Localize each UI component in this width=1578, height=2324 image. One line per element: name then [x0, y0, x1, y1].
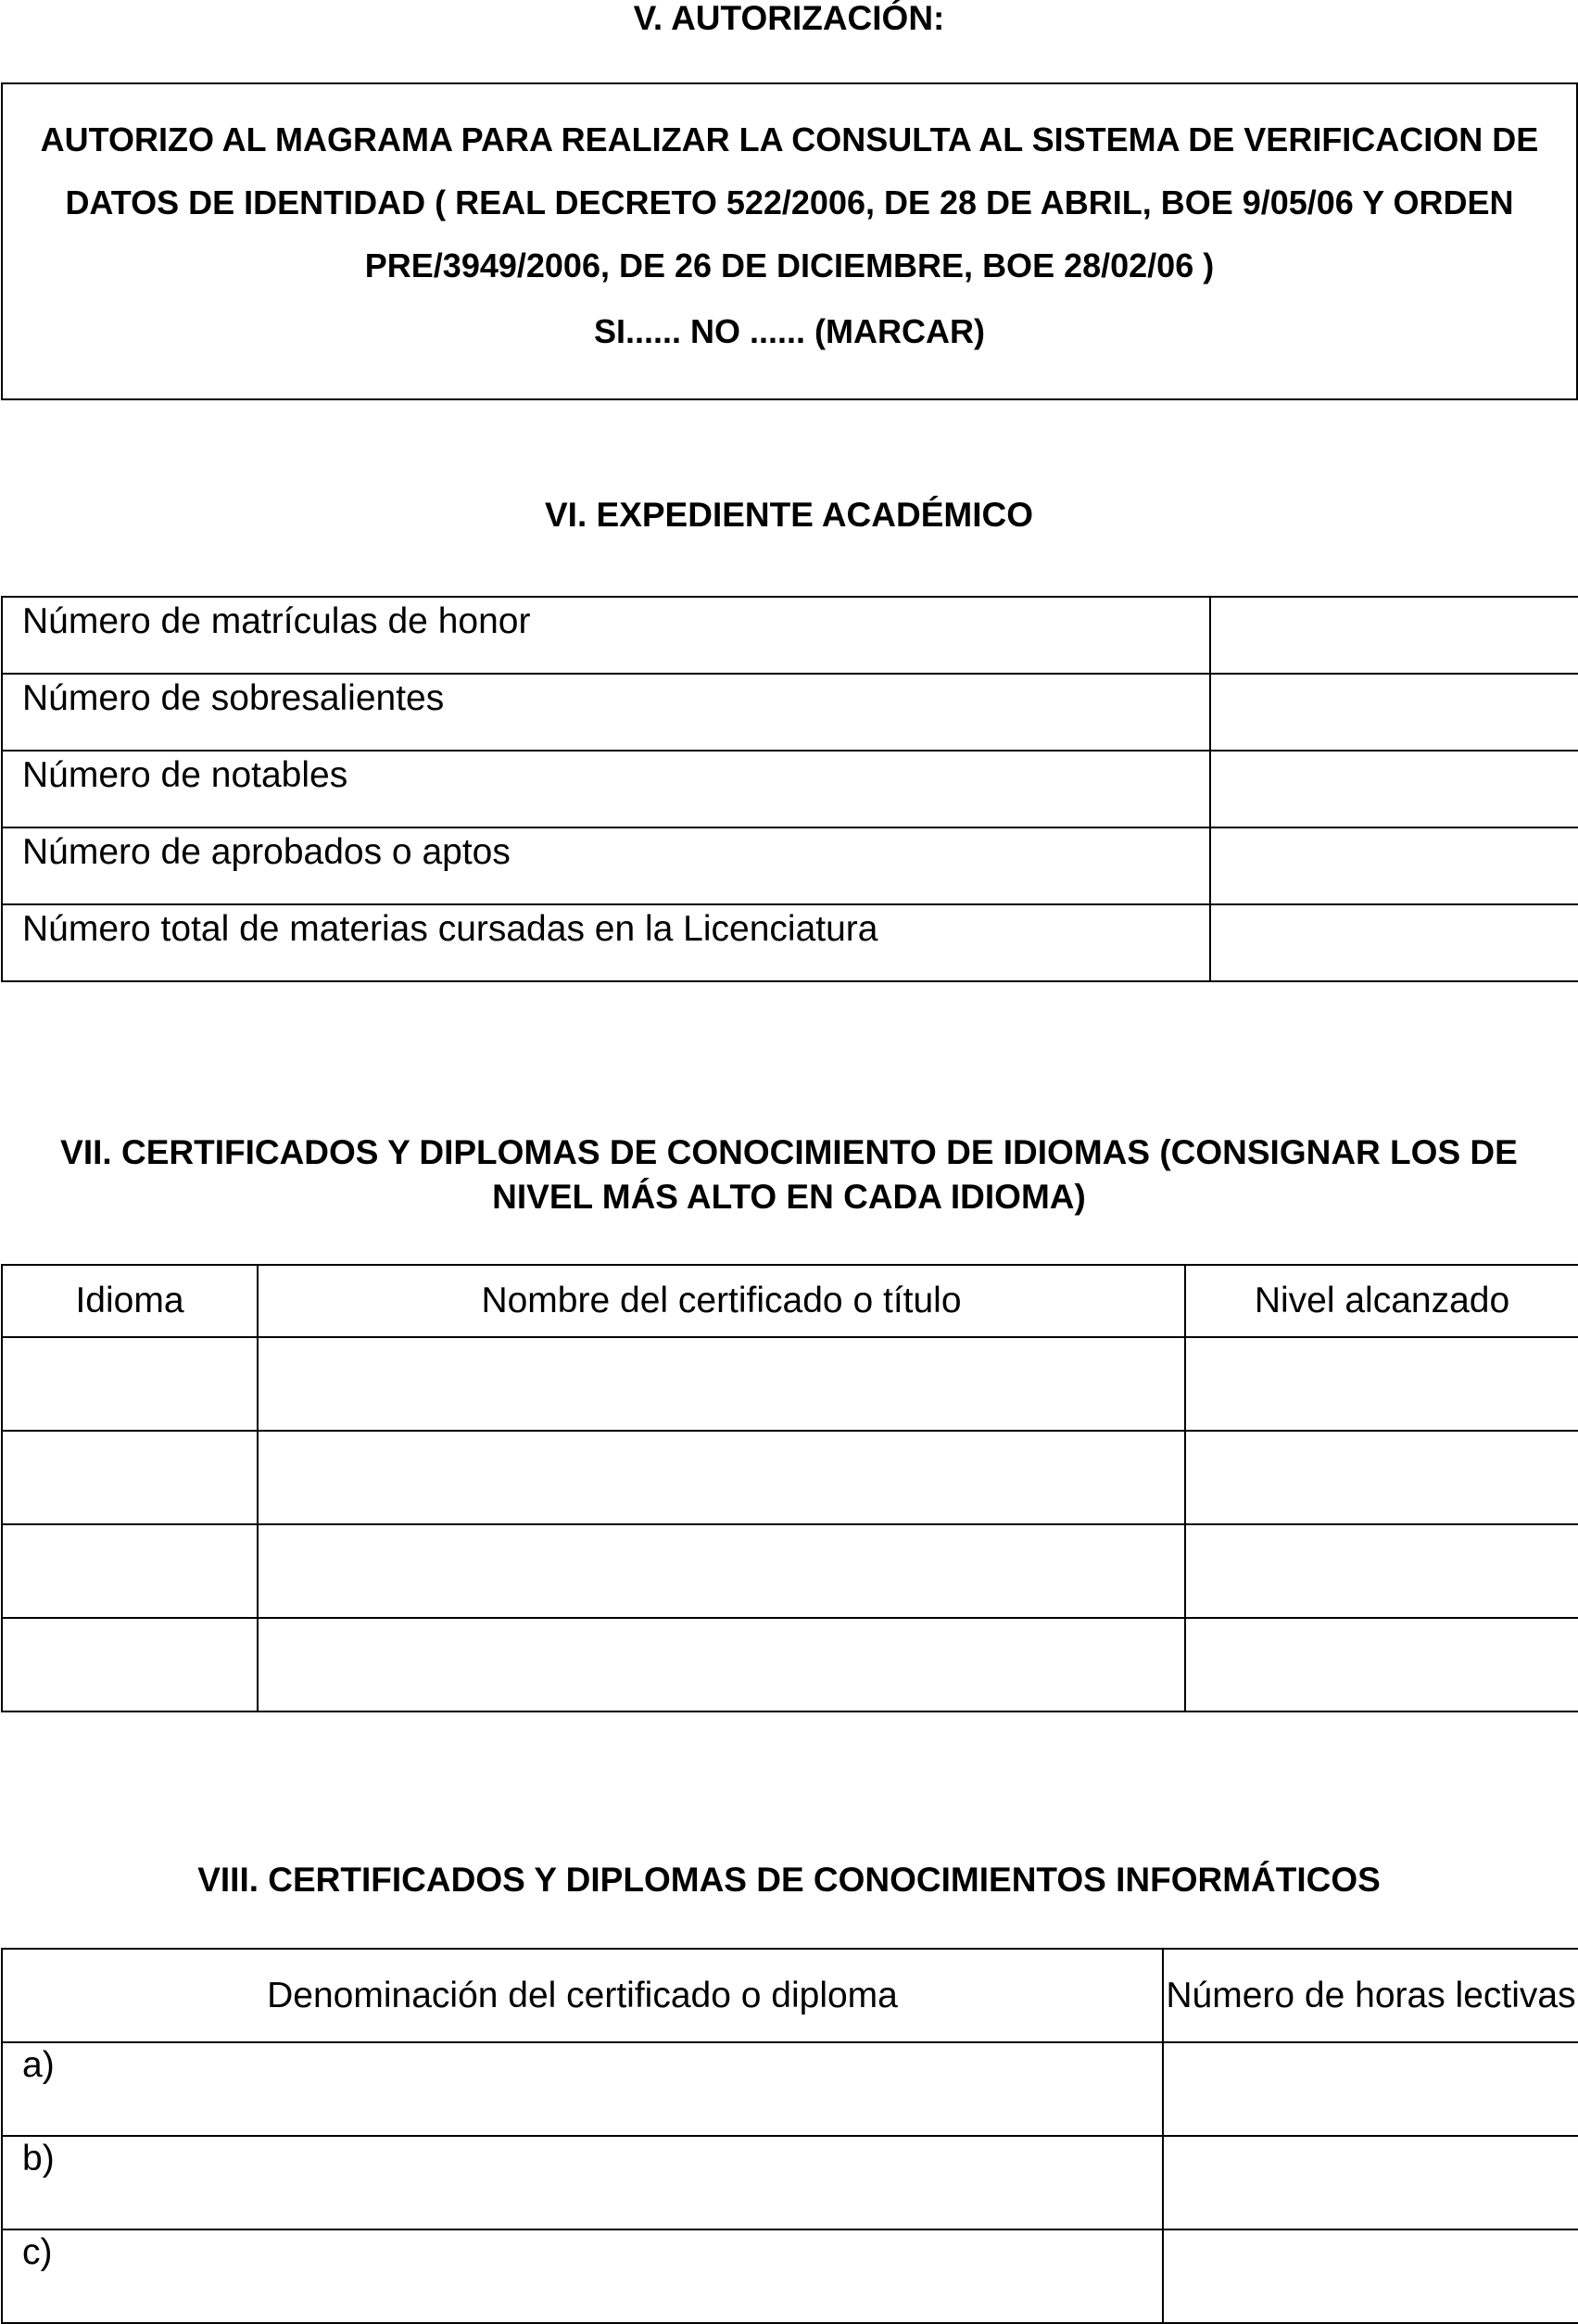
table-row — [2, 1524, 1578, 1618]
authorization-text: AUTORIZO AL MAGRAMA PARA REALIZAR LA CONSULTA AL SISTEMA DE VERIFICACION DE DATOS DE IDENTIDAD ( REAL DECRETO 522/2006, DE 28 DE ABRIL, BOE 9/05/06 Y ORDEN PRE/3949/2006, DE 26 DE DICIEMBRE, BOE 28/02/06 ) — [40, 120, 1539, 284]
academic-value-cell[interactable] — [1210, 674, 1578, 751]
table-header-row — [2, 1265, 1578, 1337]
it-certificate-cell[interactable]: b) — [2, 2136, 1163, 2229]
table-row — [2, 1618, 1578, 1711]
it-certificate-cell[interactable]: a) — [2, 2042, 1163, 2136]
table-row — [2, 597, 1578, 674]
academic-value-cell[interactable] — [1210, 904, 1578, 981]
academic-value-cell[interactable] — [1210, 827, 1578, 904]
section-6-title: VI. EXPEDIENTE ACADÉMICO — [545, 496, 1033, 534]
table-row — [2, 674, 1578, 751]
header-certificate-denomination: Denominación del certificado o diploma — [2, 1949, 1163, 2042]
table-header-row — [2, 1949, 1578, 2042]
table-row — [2, 2042, 1578, 2136]
academic-record-table — [1, 596, 1578, 982]
header-level: Nivel alcanzado — [1185, 1265, 1578, 1337]
certificate-cell[interactable] — [258, 1337, 1185, 1431]
academic-row-label: Número de aprobados o aptos — [2, 827, 1210, 904]
language-cell[interactable] — [2, 1337, 258, 1431]
academic-row-label: Número total de materias cursadas en la Licenciatura — [2, 904, 1210, 981]
table-row — [2, 827, 1578, 904]
academic-value-cell[interactable] — [1210, 597, 1578, 674]
certificate-cell[interactable] — [258, 1618, 1185, 1711]
language-cell[interactable] — [2, 1524, 258, 1618]
level-cell[interactable] — [1185, 1431, 1578, 1524]
table-row — [2, 1337, 1578, 1431]
table-row — [2, 751, 1578, 827]
table-row — [2, 2229, 1578, 2323]
section-5-title: V. AUTORIZACIÓN: — [633, 0, 945, 37]
section-8-title: VIII. CERTIFICADOS Y DIPLOMAS DE CONOCIMIENTOS INFORMÁTICOS — [197, 1861, 1381, 1899]
academic-row-label: Número de notables — [2, 751, 1210, 827]
header-certificate-name: Nombre del certificado o título — [258, 1265, 1185, 1337]
table-row — [2, 2136, 1578, 2229]
section-7-title: VII. CERTIFICADOS Y DIPLOMAS DE CONOCIMIENTO DE IDIOMAS (CONSIGNAR LOS DE NIVEL MÁS ALTO EN CADA IDIOMA) — [60, 1133, 1518, 1216]
hours-cell[interactable] — [1163, 2229, 1578, 2323]
it-certificates-table — [1, 1948, 1578, 2324]
header-teaching-hours: Número de horas lectivas — [1163, 1949, 1578, 2042]
it-certificate-cell[interactable]: c) — [2, 2229, 1163, 2323]
academic-row-label: Número de sobresalientes — [2, 674, 1210, 751]
table-row — [2, 904, 1578, 981]
languages-table — [1, 1264, 1578, 1712]
authorization-box — [1, 82, 1578, 400]
header-language: Idioma — [2, 1265, 258, 1337]
level-cell[interactable] — [1185, 1337, 1578, 1431]
language-cell[interactable] — [2, 1618, 258, 1711]
academic-value-cell[interactable] — [1210, 751, 1578, 827]
level-cell[interactable] — [1185, 1618, 1578, 1711]
hours-cell[interactable] — [1163, 2136, 1578, 2229]
certificate-cell[interactable] — [258, 1431, 1185, 1524]
level-cell[interactable] — [1185, 1524, 1578, 1618]
hours-cell[interactable] — [1163, 2042, 1578, 2136]
language-cell[interactable] — [2, 1431, 258, 1524]
table-row — [2, 1431, 1578, 1524]
authorization-choice[interactable]: SI...... NO ...... (MARCAR) — [594, 312, 985, 350]
academic-row-label: Número de matrículas de honor — [2, 597, 1210, 674]
certificate-cell[interactable] — [258, 1524, 1185, 1618]
